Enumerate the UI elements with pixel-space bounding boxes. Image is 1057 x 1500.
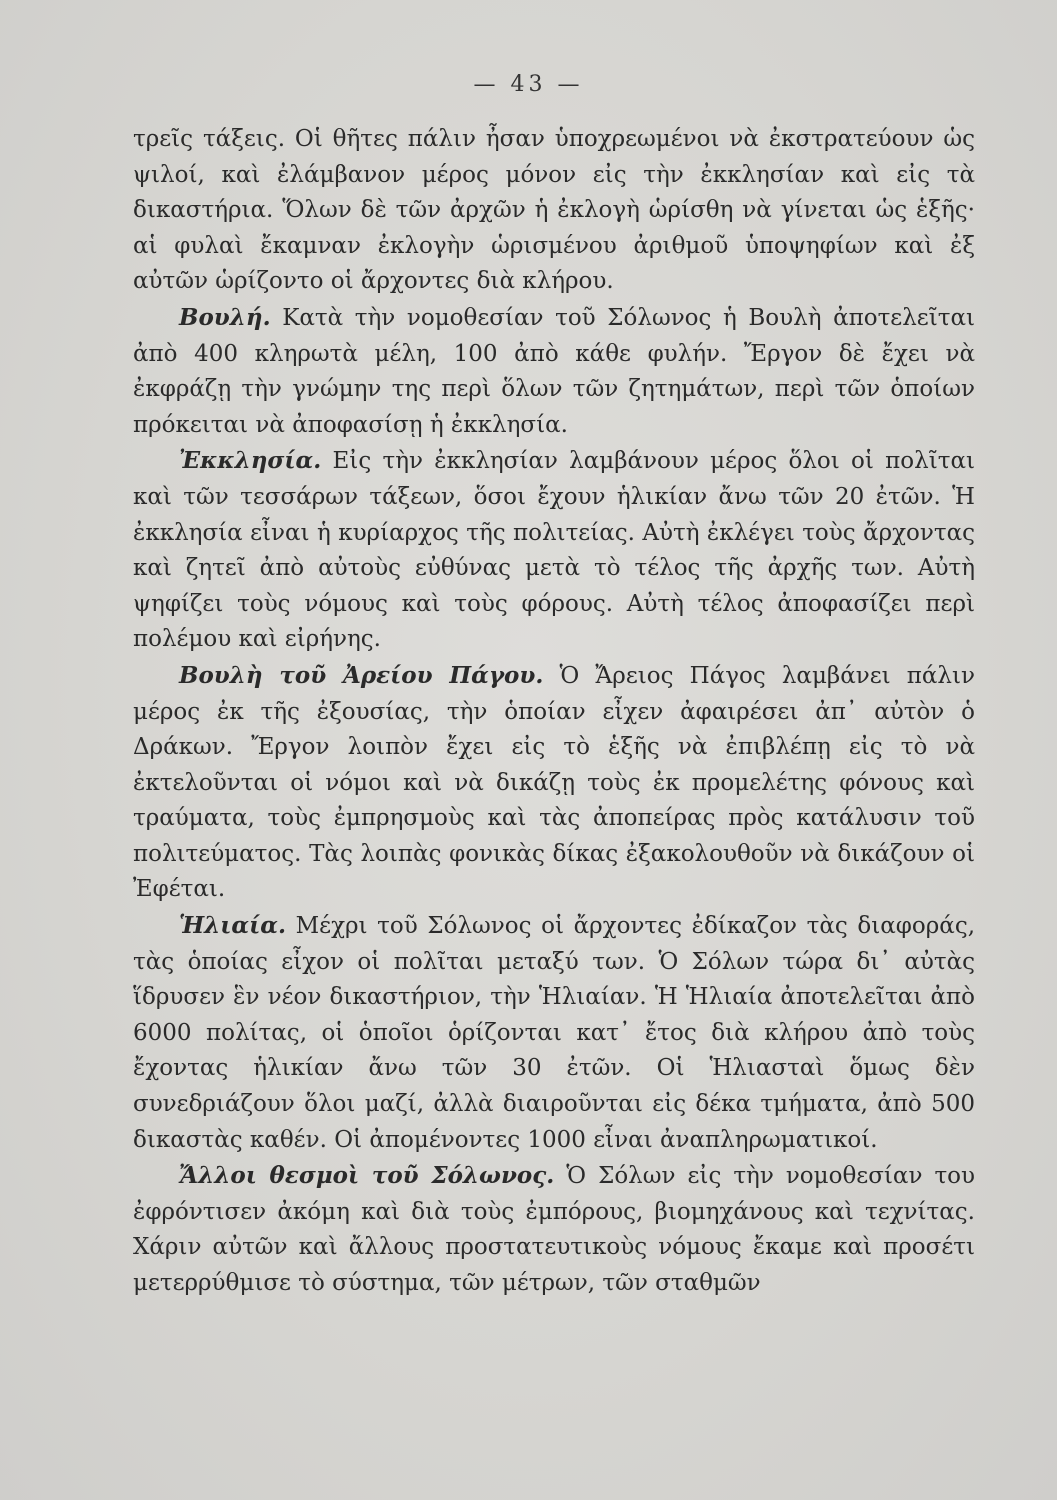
paragraph-text: Εἰς τὴν ἐκκλησίαν λαμβάνουν μέρος ὅλοι οἱ πολῖται καὶ τῶν τεσσάρων τάξεων, ὅσοι ἔχουν ἡλικίαν ἄνω τῶν 20 ἐτῶν. Ἡ ἐκκλησία εἶναι ἡ κυρίαρχος τῆς πολιτείας. Αὐτὴ ἐκλέγει τοὺς ἄρχοντας καὶ ζητεῖ ἀπὸ αὐτοὺς εὐθύνας μετὰ τὸ τέλος τῆς ἀρχῆς των. Αὐτὴ ψηφίζει τοὺς νόμους καὶ τοὺς φόρους. Αὐτὴ τέλος ἀποφασίζει περὶ πολέμου καὶ εἰρήνης. [133,448,976,653]
paragraph-text: Ὁ Ἄρειος Πάγος λαμβάνει πάλιν μέρος ἐκ τῆς ἐξουσίας, τὴν ὁποίαν εἶχεν ἀφαιρέσει ἀπ᾿ αὐτὸν ὁ Δράκων. Ἔργον λοιπὸν ἔχει εἰς τὸ ἑξῆς νὰ ἐπιβλέπῃ εἰς τὸ νὰ ἐκτελοῦνται οἱ νόμοι καὶ νὰ δικάζῃ τοὺς ἐκ προμελέτης φόνους καὶ τραύματα, τοὺς ἐμπρησμοὺς καὶ τὰς ἀποπείρας πρὸς κατάλυσιν τοῦ πολιτεύματος. Τὰς λοιπὰς φονικὰς δίκας ἐξακολουθοῦν νὰ δικάζουν οἱ Ἐφέται. [133,662,976,903]
paragraph-areopagus [133,658,975,908]
body-text [133,122,975,1302]
paragraph-text: Μέχρι τοῦ Σόλωνος οἱ ἄρχοντες ἐδίκαζον τὰς διαφοράς, τὰς ὁποίας εἶχον οἱ πολῖται μεταξύ των. Ὁ Σόλων τώρα δι᾿ αὐτὰς ἵδρυσεν ἓν νέον δικαστήριον, τὴν Ἡλιαίαν. Ἡ Ἡλιαία ἀποτελεῖται ἀπὸ 6000 πολίτας, οἱ ὁποῖοι ὁρίζονται κατ᾿ ἔτος διὰ κλήρου ἀπὸ τοὺς ἔχοντας ἡλικίαν ἄνω τῶν 30 ἐτῶν. Οἱ Ἡλιασταὶ ὅμως δὲν συνεδριάζουν ὅλοι μαζί, ἀλλὰ διαιροῦνται εἰς δέκα τμήματα, ἀπὸ 500 δικαστὰς καθέν. Οἱ ἀπομένοντες 1000 εἶναι ἀναπληρωματικοί. [133,913,976,1153]
section-heading: Ἡλιαία. [179,912,286,940]
paragraph-text: τρεῖς τάξεις. Οἱ θῆτες πάλιν ἦσαν ὑποχρεωμένοι νὰ ἐκστρατεύουν ὡς ψιλοί, καὶ ἐλάμβανον μέρος μόνον εἰς τὴν ἐκκλησίαν καὶ εἰς τὰ δικαστήρια. Ὅλων δὲ τῶν ἀρχῶν ἡ ἐκλογὴ ὡρίσθη νὰ γίνεται ὡς ἑξῆς· αἱ φυλαὶ ἔκαμναν ἐκλογὴν ὡρισμένου ἀριθμοῦ ὑποψηφίων καὶ ἐξ αὐτῶν ὡρίζοντο οἱ ἄρχοντες διὰ κλήρου. [133,126,975,295]
paragraph-text: Ὁ Σόλων εἰς τὴν νομοθεσίαν του ἐφρόντισεν ἀκόμη καὶ διὰ τοὺς ἐμπόρους, βιομηχάνους καὶ τεχνίτας. Χάριν αὐτῶν καὶ ἄλλους προστατευτικοὺς νόμους ἔκαμε καὶ προσέτι μετερρύθμισε τὸ σύστημα, τῶν μέτρων, τῶν σταθμῶν [133,1163,976,1296]
section-heading: Ἐκκλησία. [179,447,322,475]
paragraph-heliaia [133,908,975,1158]
paragraph-ekklesia [133,443,975,658]
paragraph-text: Κατὰ τὴν νομοθεσίαν τοῦ Σόλωνος ἡ Βουλὴ ἀποτελεῖται ἀπὸ 400 κληρωτὰ μέλη, 100 ἀπὸ κάθε φυλήν. Ἔργον δὲ ἔχει νὰ ἐκφράζῃ τὴν γνώμην της περὶ ὅλων τῶν ζητημάτων, περὶ τῶν ὁποίων πρόκειται νὰ ἀποφασίσῃ ἡ ἐκκλησία. [133,304,975,438]
section-heading: Ἄλλοι θεσμοὶ τοῦ Σόλωνος. [179,1162,555,1190]
paragraph-intro [133,122,975,300]
paragraph-boule [133,300,975,443]
paragraph-other-institutions [133,1158,975,1301]
section-heading: Βουλή. [179,303,271,331]
section-heading: Βουλὴ τοῦ Ἀρείου Πάγου. [179,661,544,689]
page-number: — 43 — [473,72,584,97]
